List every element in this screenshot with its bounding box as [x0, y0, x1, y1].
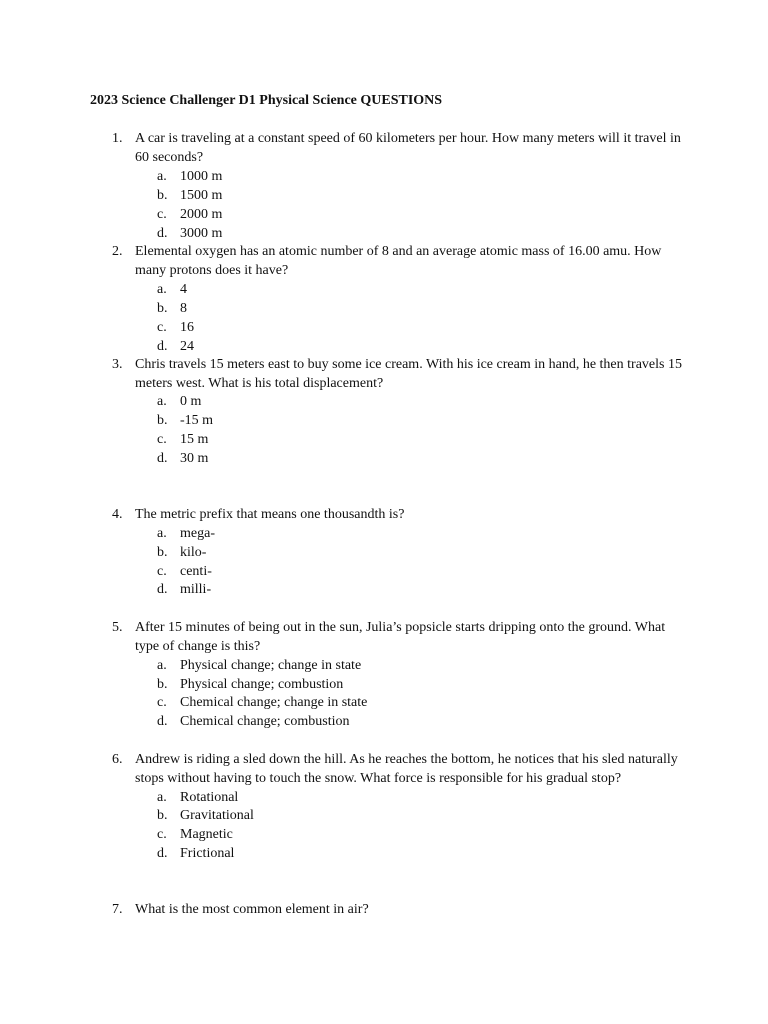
option-letter: c. — [157, 320, 167, 335]
question-text-line: many protons does it have? — [135, 262, 289, 278]
page-title: 2023 Science Challenger D1 Physical Science QUESTIONS — [90, 93, 443, 108]
option-text: 2000 m — [180, 207, 223, 222]
option-letter: a. — [157, 790, 167, 805]
option-text: Chemical change; change in state — [180, 695, 368, 710]
question-number: 4. — [112, 507, 123, 522]
question-text-line: Elemental oxygen has an atomic number of 8 and an average atomic mass of 16.00 amu. How — [135, 244, 662, 259]
option-text: centi- — [180, 564, 212, 579]
option-letter: d. — [157, 582, 168, 597]
option-letter: c. — [157, 432, 167, 447]
question-text-line: stops without having to touch the snow. What force is responsible for his gradual stop? — [135, 770, 622, 786]
option-letter: d. — [157, 339, 168, 354]
option-letter: a. — [157, 526, 167, 541]
question-text-line: A car is traveling at a constant speed of 60 kilometers per hour. How many meters will it travel in — [135, 131, 681, 146]
option-text: milli- — [180, 582, 212, 597]
question-text-line: type of change is this? — [135, 638, 261, 654]
option-letter: a. — [157, 394, 167, 409]
question-number: 3. — [112, 357, 123, 372]
option-letter: c. — [157, 827, 167, 842]
option-letter: c. — [157, 207, 167, 222]
option-text: Rotational — [180, 790, 239, 805]
option-text: Gravitational — [180, 808, 254, 823]
option-letter: b. — [157, 188, 168, 203]
option-text: 1500 m — [180, 188, 223, 203]
option-letter: a. — [157, 169, 167, 184]
option-text: 16 — [180, 320, 194, 335]
question-text — [135, 751, 695, 789]
question-text-line: After 15 minutes of being out in the sun, Julia’s popsicle starts dripping onto the ground. What — [135, 620, 666, 635]
option-text: 24 — [180, 339, 194, 354]
option-letter: b. — [157, 301, 168, 316]
question-number: 2. — [112, 244, 123, 259]
option-text: 8 — [180, 301, 187, 316]
option-text: kilo- — [180, 545, 207, 560]
option-text: Physical change; change in state — [180, 658, 362, 673]
question-text-line: Chris travels 15 meters east to buy some ice cream. With his ice cream in hand, he then travels 15 — [135, 357, 682, 372]
question-text — [135, 619, 695, 657]
question-text — [135, 243, 695, 281]
question-text — [135, 130, 695, 168]
question-text-line: meters west. What is his total displacement? — [135, 375, 384, 391]
option-text: 0 m — [180, 394, 202, 409]
option-text: 30 m — [180, 451, 209, 466]
option-text: Magnetic — [180, 827, 233, 842]
option-letter: d. — [157, 226, 168, 241]
option-letter: c. — [157, 564, 167, 579]
option-letter: a. — [157, 282, 167, 297]
question-text — [135, 506, 695, 525]
question-number: 1. — [112, 131, 123, 146]
question-number: 6. — [112, 752, 123, 767]
option-text: -15 m — [180, 413, 214, 428]
question-text-line: 60 seconds? — [135, 149, 204, 165]
option-letter: d. — [157, 846, 168, 861]
option-letter: d. — [157, 451, 168, 466]
option-text: 1000 m — [180, 169, 223, 184]
option-letter: a. — [157, 658, 167, 673]
option-text: 3000 m — [180, 226, 223, 241]
question-number: 7. — [112, 902, 123, 917]
option-text: Physical change; combustion — [180, 677, 344, 692]
option-letter: b. — [157, 413, 168, 428]
option-text: 4 — [180, 282, 187, 297]
option-letter: d. — [157, 714, 168, 729]
option-letter: b. — [157, 677, 168, 692]
option-text: 15 m — [180, 432, 209, 447]
option-letter: c. — [157, 695, 167, 710]
question-text-line: What is the most common element in air? — [135, 902, 369, 917]
question-text-line: The metric prefix that means one thousandth is? — [135, 507, 405, 522]
option-text: Chemical change; combustion — [180, 714, 350, 729]
question-number: 5. — [112, 620, 123, 635]
option-text: Frictional — [180, 846, 235, 861]
question-text — [135, 901, 695, 920]
option-letter: b. — [157, 545, 168, 560]
question-text-line: Andrew is riding a sled down the hill. As he reaches the bottom, he notices that his sled naturally — [135, 752, 678, 767]
option-letter: b. — [157, 808, 168, 823]
option-text: mega- — [180, 526, 215, 541]
question-text — [135, 356, 695, 394]
